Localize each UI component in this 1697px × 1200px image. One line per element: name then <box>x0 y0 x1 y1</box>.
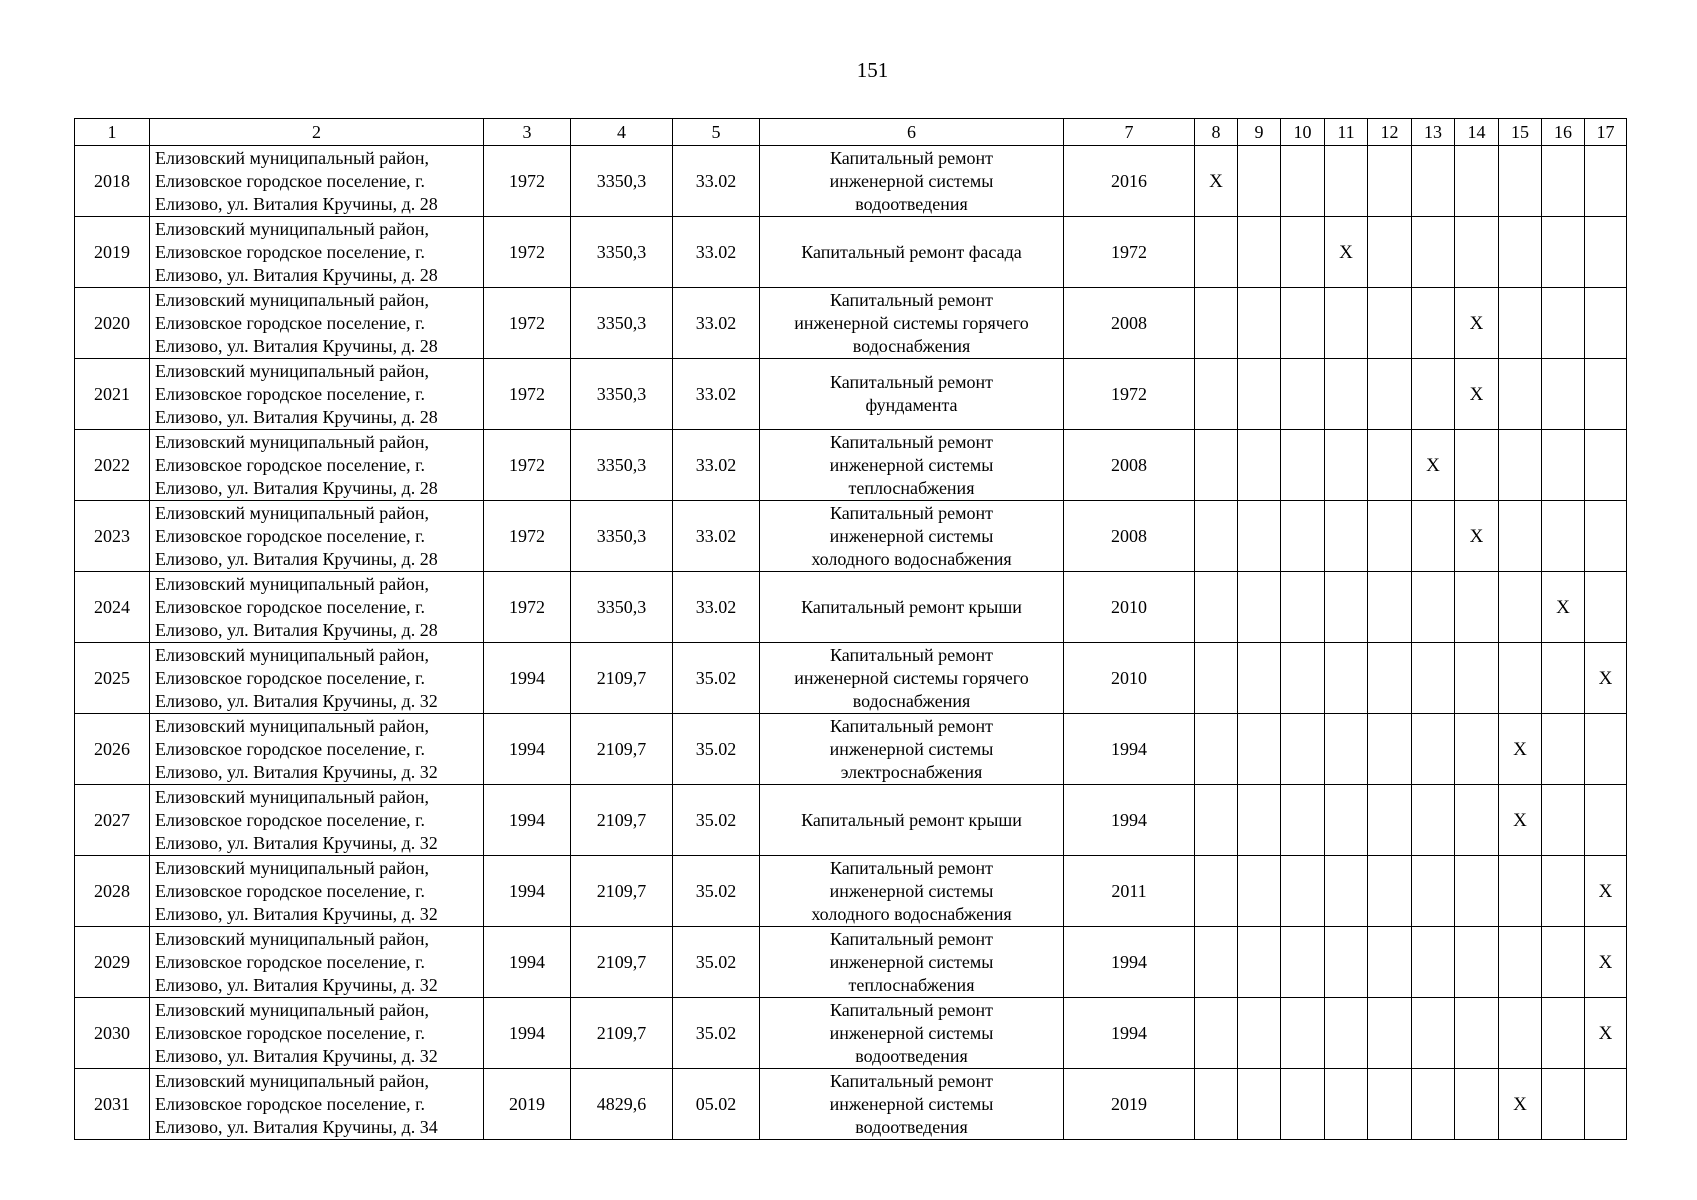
year-built-cell: 1994 <box>484 927 571 998</box>
row-number-cell: 2018 <box>75 146 150 217</box>
row-number-cell: 2019 <box>75 217 150 288</box>
period-cell-16 <box>1542 359 1585 430</box>
area-cell: 2109,7 <box>571 785 673 856</box>
period-mark: X <box>1426 454 1440 476</box>
period-cell-10 <box>1281 501 1325 572</box>
table-row <box>75 714 1627 785</box>
period-cell-10 <box>1281 146 1325 217</box>
period-cell-13 <box>1412 856 1455 927</box>
column-header-1: 1 <box>75 119 150 146</box>
repair-work-cell: Капитальный ремонт фасада <box>760 217 1064 288</box>
year-built-cell: 1972 <box>484 288 571 359</box>
period-cell-12 <box>1368 359 1412 430</box>
period-cell-10 <box>1281 856 1325 927</box>
row-number-cell: 2025 <box>75 643 150 714</box>
period-cell-11 <box>1325 146 1368 217</box>
period-cell-10 <box>1281 572 1325 643</box>
period-cell-8 <box>1195 217 1238 288</box>
period-cell-12 <box>1368 714 1412 785</box>
table-row <box>75 359 1627 430</box>
period-mark: X <box>1209 170 1223 192</box>
code-cell: 35.02 <box>673 714 760 785</box>
period-cell-10 <box>1281 217 1325 288</box>
period-cell-13 <box>1412 1069 1455 1140</box>
period-cell-9 <box>1238 927 1281 998</box>
period-cell-10 <box>1281 359 1325 430</box>
period-mark: X <box>1469 312 1484 334</box>
area-cell: 3350,3 <box>571 359 673 430</box>
period-cell-14 <box>1455 217 1499 288</box>
year-built-cell: 1994 <box>484 643 571 714</box>
area-cell: 2109,7 <box>571 998 673 1069</box>
table-row <box>75 430 1627 501</box>
table-row <box>75 217 1627 288</box>
period-cell-11 <box>1325 359 1368 430</box>
column-header-16: 16 <box>1542 119 1585 146</box>
period-cell-12 <box>1368 785 1412 856</box>
code-cell: 33.02 <box>673 146 760 217</box>
period-cell-16 <box>1542 430 1585 501</box>
period-cell-12 <box>1368 927 1412 998</box>
period-cell-8 <box>1195 643 1238 714</box>
repair-work-cell: Капитальный ремонт инженерной системы холодного водоснабжения <box>760 856 1064 927</box>
column-header-12: 12 <box>1368 119 1412 146</box>
period-mark: X <box>1513 809 1527 831</box>
code-cell: 35.02 <box>673 927 760 998</box>
area-cell: 3350,3 <box>571 430 673 501</box>
period-cell-9 <box>1238 288 1281 359</box>
period-cell-10 <box>1281 927 1325 998</box>
period-cell-8 <box>1195 785 1238 856</box>
table-row <box>75 288 1627 359</box>
period-cell-15 <box>1499 288 1542 359</box>
period-mark: X <box>1598 880 1613 902</box>
period-cell-16 <box>1542 856 1585 927</box>
period-cell-13 <box>1412 785 1455 856</box>
period-cell-16 <box>1542 572 1585 643</box>
period-cell-13 <box>1412 146 1455 217</box>
period-cell-9 <box>1238 430 1281 501</box>
table-row <box>75 146 1627 217</box>
period-cell-17 <box>1585 785 1627 856</box>
column-header-10: 10 <box>1281 119 1325 146</box>
period-cell-17 <box>1585 288 1627 359</box>
period-mark: X <box>1598 1022 1613 1044</box>
period-mark: X <box>1598 667 1613 689</box>
row-number-cell: 2024 <box>75 572 150 643</box>
last-repair-year-cell: 2010 <box>1064 572 1195 643</box>
period-cell-9 <box>1238 998 1281 1069</box>
period-cell-16 <box>1542 785 1585 856</box>
period-cell-9 <box>1238 501 1281 572</box>
period-cell-13 <box>1412 359 1455 430</box>
column-header-4: 4 <box>571 119 673 146</box>
repair-work-cell: Капитальный ремонт фундамента <box>760 359 1064 430</box>
year-built-cell: 1972 <box>484 572 571 643</box>
period-mark: X <box>1339 241 1353 263</box>
year-built-cell: 1994 <box>484 785 571 856</box>
period-cell-17 <box>1585 1069 1627 1140</box>
period-cell-17 <box>1585 714 1627 785</box>
year-built-cell: 1972 <box>484 501 571 572</box>
period-cell-12 <box>1368 856 1412 927</box>
period-cell-14 <box>1455 430 1499 501</box>
area-cell: 2109,7 <box>571 714 673 785</box>
code-cell: 33.02 <box>673 572 760 643</box>
repair-work-cell: Капитальный ремонт инженерной системы горячего водоснабжения <box>760 288 1064 359</box>
period-cell-10 <box>1281 430 1325 501</box>
address-cell: Елизовский муниципальный район, Елизовское городское поселение, г. Елизово, ул. Виталия Кручины, д. 28 <box>150 430 484 501</box>
last-repair-year-cell: 1994 <box>1064 785 1195 856</box>
period-cell-9 <box>1238 856 1281 927</box>
period-cell-16 <box>1542 927 1585 998</box>
period-cell-12 <box>1368 572 1412 643</box>
area-cell: 3350,3 <box>571 572 673 643</box>
address-cell: Елизовский муниципальный район, Елизовское городское поселение, г. Елизово, ул. Виталия Кручины, д. 32 <box>150 998 484 1069</box>
period-cell-16 <box>1542 501 1585 572</box>
address-cell: Елизовский муниципальный район, Елизовское городское поселение, г. Елизово, ул. Виталия Кручины, д. 28 <box>150 501 484 572</box>
year-built-cell: 1994 <box>484 998 571 1069</box>
table-row <box>75 1069 1627 1140</box>
row-number-cell: 2030 <box>75 998 150 1069</box>
period-cell-12 <box>1368 288 1412 359</box>
year-built-cell: 1972 <box>484 146 571 217</box>
period-cell-12 <box>1368 501 1412 572</box>
year-built-cell: 2019 <box>484 1069 571 1140</box>
period-cell-16 <box>1542 217 1585 288</box>
column-header-11: 11 <box>1325 119 1368 146</box>
code-cell: 33.02 <box>673 217 760 288</box>
period-mark: X <box>1513 1093 1527 1115</box>
period-cell-17 <box>1585 146 1627 217</box>
period-cell-17 <box>1585 217 1627 288</box>
repair-work-cell: Капитальный ремонт крыши <box>760 572 1064 643</box>
row-number-cell: 2027 <box>75 785 150 856</box>
column-header-15: 15 <box>1499 119 1542 146</box>
period-cell-13 <box>1412 288 1455 359</box>
period-cell-12 <box>1368 1069 1412 1140</box>
period-mark: X <box>1469 525 1484 547</box>
area-cell: 4829,6 <box>571 1069 673 1140</box>
period-cell-17 <box>1585 927 1627 998</box>
period-cell-16 <box>1542 643 1585 714</box>
year-built-cell: 1972 <box>484 359 571 430</box>
period-cell-14 <box>1455 785 1499 856</box>
column-header-13: 13 <box>1412 119 1455 146</box>
period-cell-10 <box>1281 643 1325 714</box>
table-row <box>75 572 1627 643</box>
table-body <box>75 146 1627 1140</box>
row-number-cell: 2031 <box>75 1069 150 1140</box>
period-cell-10 <box>1281 785 1325 856</box>
page-number: 151 <box>856 58 889 82</box>
period-cell-17 <box>1585 572 1627 643</box>
period-cell-8 <box>1195 501 1238 572</box>
area-cell: 2109,7 <box>571 856 673 927</box>
table-row <box>75 998 1627 1069</box>
code-cell: 33.02 <box>673 359 760 430</box>
repair-work-cell: Капитальный ремонт инженерной системы водоотведения <box>760 1069 1064 1140</box>
column-number-header-row <box>75 119 1627 146</box>
period-cell-13 <box>1412 998 1455 1069</box>
period-cell-11 <box>1325 430 1368 501</box>
period-cell-8 <box>1195 146 1238 217</box>
period-cell-14 <box>1455 643 1499 714</box>
address-cell: Елизовский муниципальный район, Елизовское городское поселение, г. Елизово, ул. Виталия Кручины, д. 28 <box>150 572 484 643</box>
period-cell-11 <box>1325 572 1368 643</box>
period-cell-15 <box>1499 217 1542 288</box>
row-number-cell: 2029 <box>75 927 150 998</box>
repair-work-cell: Капитальный ремонт инженерной системы теплоснабжения <box>760 430 1064 501</box>
area-cell: 3350,3 <box>571 288 673 359</box>
last-repair-year-cell: 2019 <box>1064 1069 1195 1140</box>
row-number-cell: 2023 <box>75 501 150 572</box>
period-cell-8 <box>1195 998 1238 1069</box>
period-cell-14 <box>1455 501 1499 572</box>
period-cell-13 <box>1412 430 1455 501</box>
period-cell-8 <box>1195 288 1238 359</box>
column-header-3: 3 <box>484 119 571 146</box>
last-repair-year-cell: 2011 <box>1064 856 1195 927</box>
row-number-cell: 2021 <box>75 359 150 430</box>
period-cell-9 <box>1238 643 1281 714</box>
period-cell-11 <box>1325 643 1368 714</box>
period-cell-16 <box>1542 714 1585 785</box>
address-cell: Елизовский муниципальный район, Елизовское городское поселение, г. Елизово, ул. Виталия Кручины, д. 28 <box>150 288 484 359</box>
repair-work-cell: Капитальный ремонт инженерной системы теплоснабжения <box>760 927 1064 998</box>
period-cell-16 <box>1542 146 1585 217</box>
table-row <box>75 927 1627 998</box>
period-cell-14 <box>1455 714 1499 785</box>
period-cell-13 <box>1412 217 1455 288</box>
year-built-cell: 1994 <box>484 856 571 927</box>
repair-work-cell: Капитальный ремонт инженерной системы водоотведения <box>760 998 1064 1069</box>
last-repair-year-cell: 2008 <box>1064 501 1195 572</box>
address-cell: Елизовский муниципальный район, Елизовское городское поселение, г. Елизово, ул. Виталия Кручины, д. 32 <box>150 785 484 856</box>
period-cell-11 <box>1325 785 1368 856</box>
period-cell-11 <box>1325 927 1368 998</box>
period-cell-15 <box>1499 927 1542 998</box>
period-cell-16 <box>1542 998 1585 1069</box>
period-cell-15 <box>1499 785 1542 856</box>
period-cell-9 <box>1238 785 1281 856</box>
period-cell-15 <box>1499 430 1542 501</box>
column-header-14: 14 <box>1455 119 1499 146</box>
period-cell-13 <box>1412 572 1455 643</box>
last-repair-year-cell: 2008 <box>1064 430 1195 501</box>
period-cell-9 <box>1238 146 1281 217</box>
period-mark: X <box>1598 951 1613 973</box>
period-cell-15 <box>1499 572 1542 643</box>
repair-work-cell: Капитальный ремонт крыши <box>760 785 1064 856</box>
table-row <box>75 856 1627 927</box>
period-cell-13 <box>1412 927 1455 998</box>
period-cell-10 <box>1281 714 1325 785</box>
row-number-cell: 2028 <box>75 856 150 927</box>
period-cell-8 <box>1195 359 1238 430</box>
period-cell-11 <box>1325 856 1368 927</box>
period-cell-9 <box>1238 572 1281 643</box>
period-cell-14 <box>1455 146 1499 217</box>
repair-register-table <box>74 118 1627 1140</box>
period-cell-15 <box>1499 998 1542 1069</box>
area-cell: 3350,3 <box>571 146 673 217</box>
last-repair-year-cell: 1994 <box>1064 998 1195 1069</box>
column-header-7: 7 <box>1064 119 1195 146</box>
period-cell-17 <box>1585 430 1627 501</box>
period-cell-10 <box>1281 998 1325 1069</box>
last-repair-year-cell: 1972 <box>1064 217 1195 288</box>
column-header-8: 8 <box>1195 119 1238 146</box>
period-mark: X <box>1513 738 1527 760</box>
table-row <box>75 643 1627 714</box>
address-cell: Елизовский муниципальный район, Елизовское городское поселение, г. Елизово, ул. Виталия Кручины, д. 28 <box>150 359 484 430</box>
period-cell-10 <box>1281 1069 1325 1140</box>
column-header-17: 17 <box>1585 119 1627 146</box>
code-cell: 05.02 <box>673 1069 760 1140</box>
column-header-2: 2 <box>150 119 484 146</box>
code-cell: 33.02 <box>673 430 760 501</box>
period-mark: X <box>1469 383 1484 405</box>
period-cell-12 <box>1368 998 1412 1069</box>
period-cell-15 <box>1499 1069 1542 1140</box>
address-cell: Елизовский муниципальный район, Елизовское городское поселение, г. Елизово, ул. Виталия Кручины, д. 32 <box>150 856 484 927</box>
repair-work-cell: Капитальный ремонт инженерной системы холодного водоснабжения <box>760 501 1064 572</box>
period-cell-8 <box>1195 1069 1238 1140</box>
period-cell-13 <box>1412 714 1455 785</box>
code-cell: 35.02 <box>673 785 760 856</box>
period-cell-15 <box>1499 359 1542 430</box>
last-repair-year-cell: 1994 <box>1064 714 1195 785</box>
period-cell-8 <box>1195 430 1238 501</box>
period-cell-15 <box>1499 714 1542 785</box>
period-cell-15 <box>1499 856 1542 927</box>
period-cell-8 <box>1195 927 1238 998</box>
area-cell: 3350,3 <box>571 217 673 288</box>
row-number-cell: 2026 <box>75 714 150 785</box>
period-cell-12 <box>1368 643 1412 714</box>
period-cell-14 <box>1455 359 1499 430</box>
address-cell: Елизовский муниципальный район, Елизовское городское поселение, г. Елизово, ул. Виталия Кручины, д. 28 <box>150 146 484 217</box>
row-number-cell: 2022 <box>75 430 150 501</box>
period-cell-8 <box>1195 856 1238 927</box>
period-cell-17 <box>1585 998 1627 1069</box>
period-cell-12 <box>1368 430 1412 501</box>
period-cell-11 <box>1325 288 1368 359</box>
address-cell: Елизовский муниципальный район, Елизовское городское поселение, г. Елизово, ул. Виталия Кручины, д. 28 <box>150 217 484 288</box>
period-cell-14 <box>1455 998 1499 1069</box>
period-cell-9 <box>1238 359 1281 430</box>
last-repair-year-cell: 1972 <box>1064 359 1195 430</box>
last-repair-year-cell: 1994 <box>1064 927 1195 998</box>
column-header-6: 6 <box>760 119 1064 146</box>
address-cell: Елизовский муниципальный район, Елизовское городское поселение, г. Елизово, ул. Виталия Кручины, д. 34 <box>150 1069 484 1140</box>
period-cell-17 <box>1585 856 1627 927</box>
period-mark: X <box>1556 596 1570 618</box>
period-cell-11 <box>1325 1069 1368 1140</box>
period-cell-12 <box>1368 146 1412 217</box>
period-cell-16 <box>1542 288 1585 359</box>
column-header-9: 9 <box>1238 119 1281 146</box>
period-cell-8 <box>1195 714 1238 785</box>
year-built-cell: 1994 <box>484 714 571 785</box>
period-cell-14 <box>1455 572 1499 643</box>
code-cell: 35.02 <box>673 643 760 714</box>
last-repair-year-cell: 2010 <box>1064 643 1195 714</box>
repair-work-cell: Капитальный ремонт инженерной системы водоотведения <box>760 146 1064 217</box>
period-cell-16 <box>1542 1069 1585 1140</box>
period-cell-15 <box>1499 146 1542 217</box>
period-cell-11 <box>1325 714 1368 785</box>
period-cell-9 <box>1238 714 1281 785</box>
period-cell-17 <box>1585 501 1627 572</box>
period-cell-13 <box>1412 501 1455 572</box>
last-repair-year-cell: 2016 <box>1064 146 1195 217</box>
area-cell: 2109,7 <box>571 927 673 998</box>
year-built-cell: 1972 <box>484 217 571 288</box>
period-cell-9 <box>1238 217 1281 288</box>
repair-work-cell: Капитальный ремонт инженерной системы горячего водоснабжения <box>760 643 1064 714</box>
period-cell-14 <box>1455 1069 1499 1140</box>
year-built-cell: 1972 <box>484 430 571 501</box>
period-cell-9 <box>1238 1069 1281 1140</box>
address-cell: Елизовский муниципальный район, Елизовское городское поселение, г. Елизово, ул. Виталия Кручины, д. 32 <box>150 643 484 714</box>
last-repair-year-cell: 2008 <box>1064 288 1195 359</box>
period-cell-15 <box>1499 501 1542 572</box>
period-cell-12 <box>1368 217 1412 288</box>
repair-work-cell: Капитальный ремонт инженерной системы электроснабжения <box>760 714 1064 785</box>
period-cell-17 <box>1585 643 1627 714</box>
area-cell: 2109,7 <box>571 643 673 714</box>
table-row <box>75 785 1627 856</box>
period-cell-10 <box>1281 288 1325 359</box>
period-cell-11 <box>1325 217 1368 288</box>
code-cell: 35.02 <box>673 998 760 1069</box>
column-header-5: 5 <box>673 119 760 146</box>
period-cell-11 <box>1325 501 1368 572</box>
period-cell-17 <box>1585 359 1627 430</box>
row-number-cell: 2020 <box>75 288 150 359</box>
period-cell-14 <box>1455 288 1499 359</box>
address-cell: Елизовский муниципальный район, Елизовское городское поселение, г. Елизово, ул. Виталия Кручины, д. 32 <box>150 927 484 998</box>
code-cell: 35.02 <box>673 856 760 927</box>
period-cell-11 <box>1325 998 1368 1069</box>
address-cell: Елизовский муниципальный район, Елизовское городское поселение, г. Елизово, ул. Виталия Кручины, д. 32 <box>150 714 484 785</box>
code-cell: 33.02 <box>673 501 760 572</box>
table-row <box>75 501 1627 572</box>
period-cell-14 <box>1455 856 1499 927</box>
period-cell-8 <box>1195 572 1238 643</box>
period-cell-14 <box>1455 927 1499 998</box>
area-cell: 3350,3 <box>571 501 673 572</box>
period-cell-15 <box>1499 643 1542 714</box>
period-cell-13 <box>1412 643 1455 714</box>
code-cell: 33.02 <box>673 288 760 359</box>
